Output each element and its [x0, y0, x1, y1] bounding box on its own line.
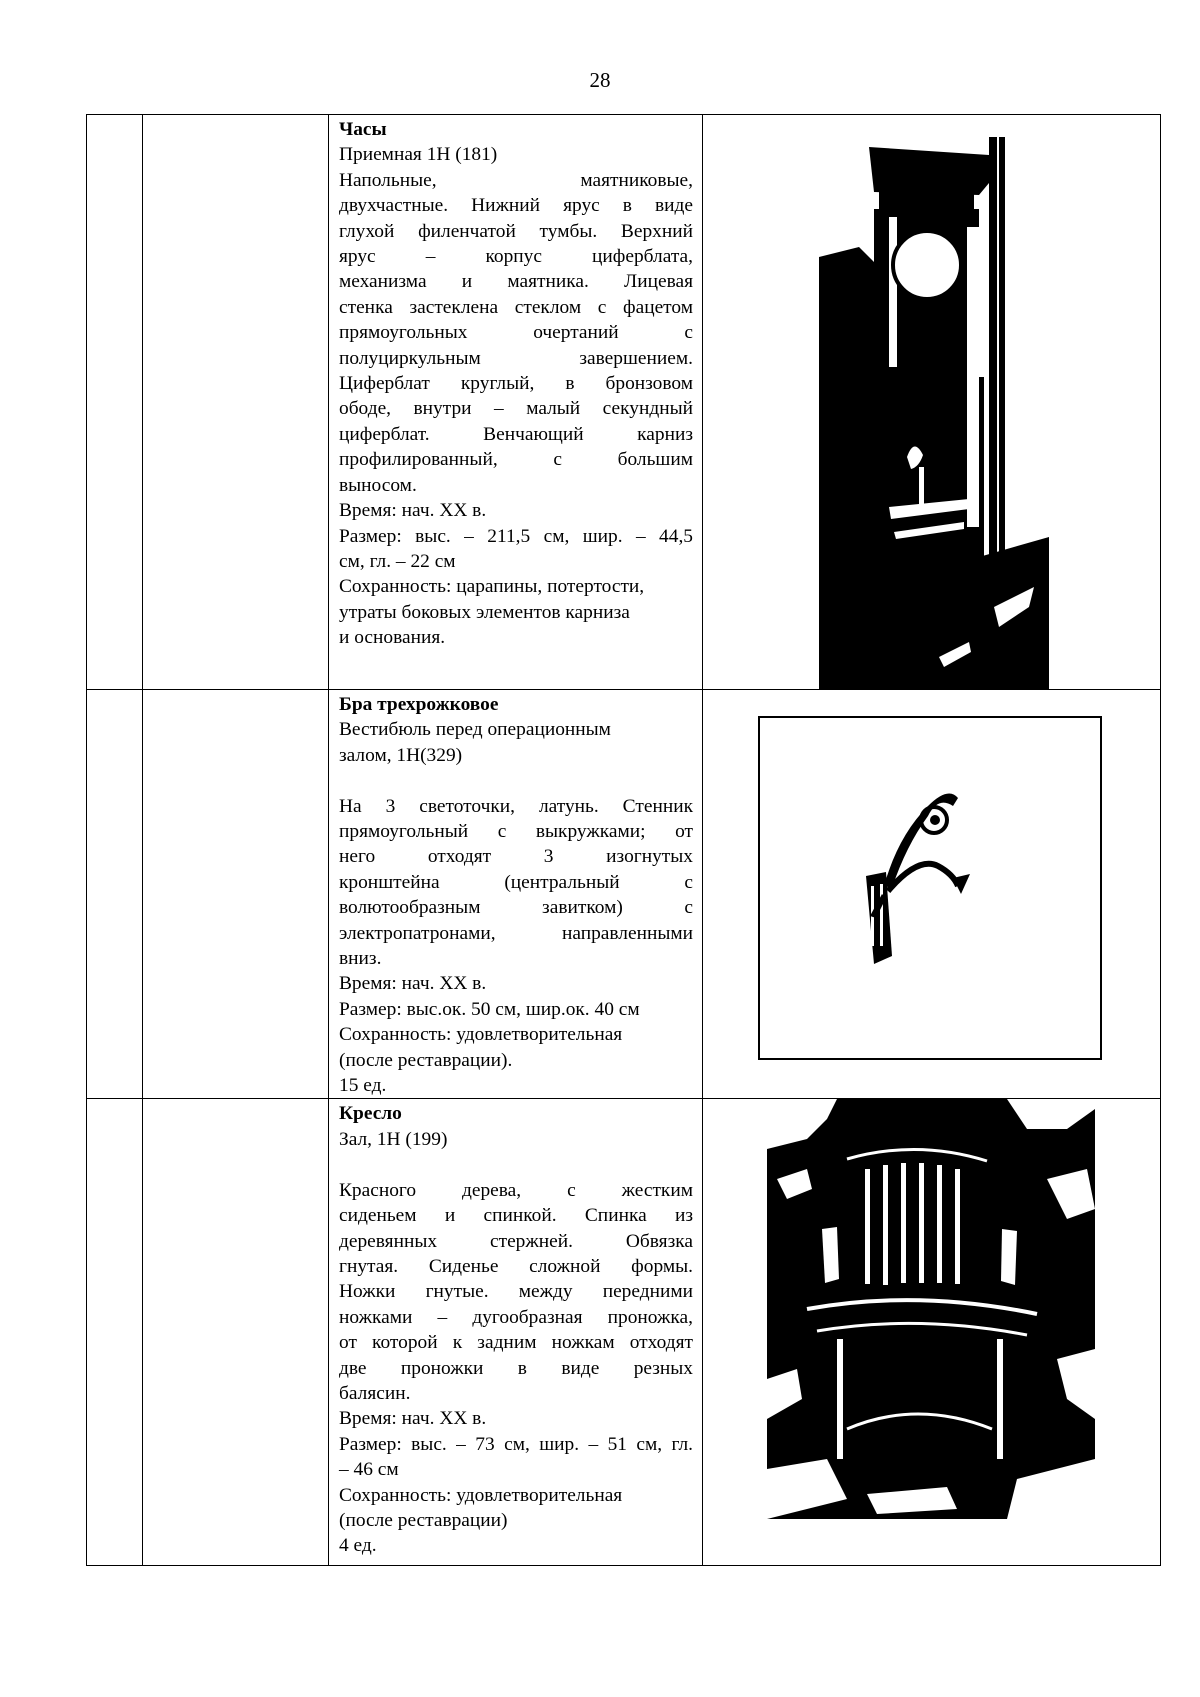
description-line: стенка застеклена стеклом с фацетом — [339, 296, 693, 318]
description-line: Красного дерева, с жестким — [339, 1179, 693, 1201]
item-time: Время: нач. XX в. — [339, 973, 487, 995]
description-cell — [329, 690, 703, 1099]
item-time: Время: нач. XX в. — [339, 500, 487, 522]
description-line: циферблат. Венчающий карниз — [339, 423, 693, 445]
description-line: две проножки в виде резных — [339, 1357, 693, 1379]
description-line: него отходят 3 изогнутых — [339, 846, 693, 868]
description-line: Ножки гнутые. между передними — [339, 1281, 693, 1303]
photo-cell — [703, 115, 1161, 690]
description-line: волютообразным завитком) с — [339, 897, 693, 919]
item-quantity: 15 ед. — [339, 1075, 387, 1097]
description-line: механизма и маятника. Лицевая — [339, 271, 693, 293]
item-location: Приемная 1Н (181) — [339, 144, 498, 166]
item-condition: и основания. — [339, 627, 446, 649]
description-line: профилированный, с большим — [339, 449, 693, 471]
item-location: залом, 1Н(329) — [339, 744, 463, 766]
description-line: гнутая. Сиденье сложной формы. — [339, 1255, 693, 1277]
description-line: балясин. — [339, 1382, 411, 1404]
item-condition: Сохранность: удовлетворительная — [339, 1484, 623, 1506]
item-time: Время: нач. XX в. — [339, 1408, 487, 1430]
description-line: электропатронами, направленными — [339, 922, 693, 944]
description-line: На 3 светоточки, латунь. Стенник — [339, 795, 693, 817]
item-condition: Сохранность: удовлетворительная — [339, 1024, 623, 1046]
description-cell — [329, 115, 703, 690]
description-line: глухой филенчатой тумбы. Верхний — [339, 220, 693, 242]
item-location: Зал, 1Н (199) — [339, 1128, 448, 1150]
item-quantity: 4 ед. — [339, 1535, 377, 1557]
table-row — [87, 690, 1161, 1099]
spacer — [339, 768, 693, 793]
item-location: Вестибюль перед операционным — [339, 719, 611, 741]
description-line: двухчастные. Нижний ярус в виде — [339, 195, 693, 217]
description-line: Циферблат круглый, в бронзовом — [339, 373, 693, 395]
description-line: сиденьем и спинкой. Спинка из — [339, 1205, 693, 1227]
code-cell — [143, 1099, 329, 1566]
description-line: ярус – корпус циферблата, — [339, 246, 693, 268]
photo-cell — [703, 1099, 1161, 1566]
item-title: Часы — [339, 119, 387, 140]
grandfather-clock-photo — [819, 137, 1049, 690]
table-row — [87, 115, 1161, 690]
description-line: вниз. — [339, 948, 382, 970]
item-condition: Сохранность: царапины, потертости, — [339, 576, 645, 598]
item-size: Размер: выс. – 73 см, шир. – 51 см, гл. — [339, 1433, 693, 1455]
description-line: ножками – дугообразная проножка, — [339, 1306, 693, 1328]
item-title: Бра трехрожковое — [339, 694, 499, 715]
description-line: от которой к задним ножкам отходят — [339, 1332, 693, 1354]
photo-cell — [703, 690, 1161, 1099]
item-condition: утраты боковых элементов карниза — [339, 601, 630, 623]
spacer — [339, 1152, 693, 1177]
page-number: 28 — [589, 68, 611, 92]
number-cell — [87, 1099, 143, 1566]
item-condition: (после реставрации). — [339, 1049, 513, 1071]
item-condition: (после реставрации) — [339, 1509, 508, 1531]
wall-sconce-photo — [758, 716, 1102, 1060]
description-line: выносом. — [339, 474, 417, 496]
code-cell — [143, 115, 329, 690]
number-cell — [87, 690, 143, 1099]
item-size: Размер: выс. – 211,5 см, шир. – 44,5 — [339, 525, 693, 547]
code-cell — [143, 690, 329, 1099]
description-line: ободе, внутри – малый секундный — [339, 398, 693, 420]
table-row — [87, 1099, 1161, 1566]
description-line: полуциркульным завершением. — [339, 347, 693, 369]
item-size: – 46 см — [339, 1459, 399, 1481]
description-line: Напольные, маятниковые, — [339, 169, 693, 191]
description-line: деревянных стержней. Обвязка — [339, 1230, 693, 1252]
description-line: кронштейна (центральный с — [339, 871, 693, 893]
item-title: Кресло — [339, 1103, 402, 1125]
armchair-photo — [767, 1099, 1095, 1519]
number-cell — [87, 115, 143, 690]
item-size: Размер: выс.ок. 50 см, шир.ок. 40 см — [339, 998, 640, 1020]
description-line: прямоугольный с выкружками; от — [339, 821, 693, 843]
inventory-table — [86, 114, 1161, 1566]
description-cell — [329, 1099, 703, 1566]
description-line: прямоугольных очертаний с — [339, 322, 693, 344]
item-size: см, гл. – 22 см — [339, 550, 456, 572]
